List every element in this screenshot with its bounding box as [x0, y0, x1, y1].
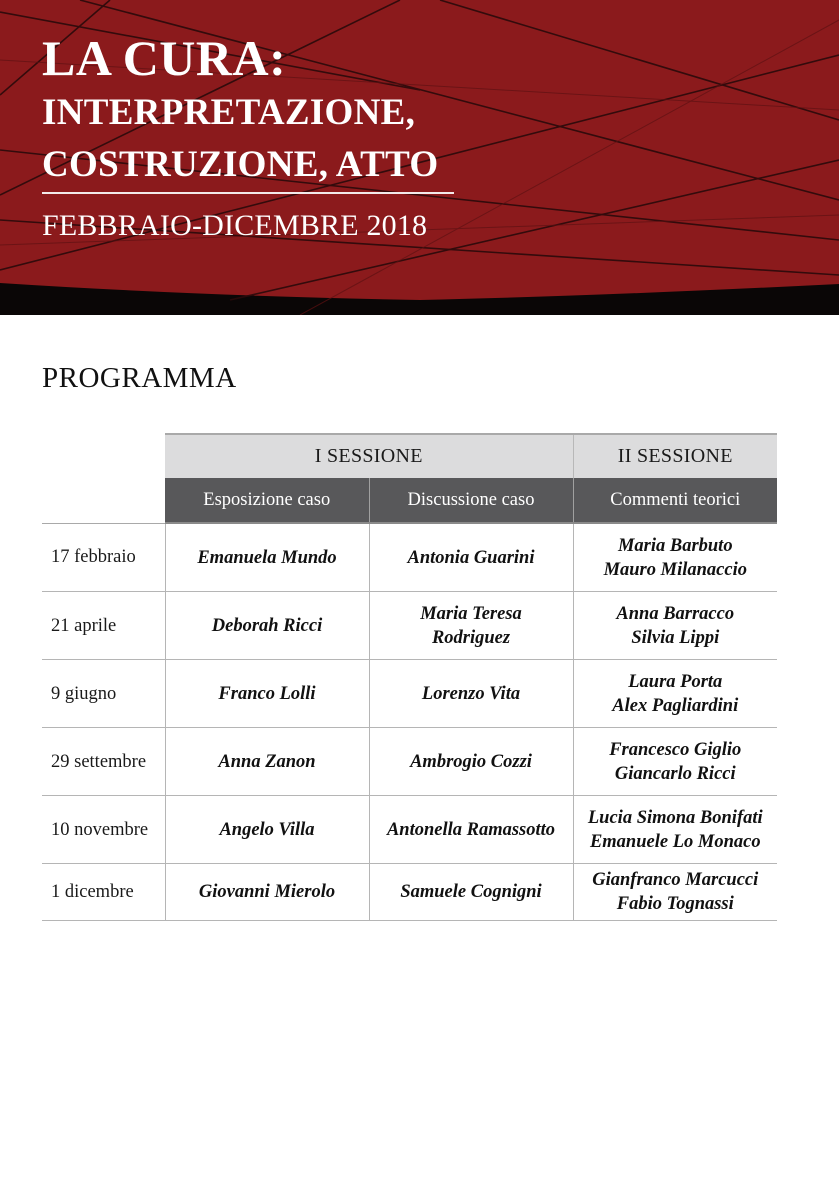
speaker-name: Ambrogio Cozzi — [410, 751, 532, 772]
speaker-name: Fabio Tognassi — [616, 894, 734, 914]
blank-corner — [42, 434, 165, 478]
commenti-cell — [573, 728, 777, 796]
speaker-name: Franco Lolli — [218, 683, 316, 704]
speaker-name: Maria Teresa — [420, 603, 522, 624]
row-date: 29 settembre — [42, 728, 165, 796]
speaker-name: Deborah Ricci — [211, 615, 323, 636]
discussione-cell — [369, 796, 573, 864]
esposizione-cell — [165, 864, 369, 921]
date-range: FEBBRAIO-DICEMBRE 2018 — [42, 209, 428, 242]
table-row — [42, 592, 777, 660]
speaker-name: Mauro Milanaccio — [603, 559, 747, 580]
commenti-cell — [573, 660, 777, 728]
speaker-name: Anna Barracco — [616, 603, 735, 624]
session-header-row — [42, 434, 777, 478]
esposizione-cell — [165, 660, 369, 728]
program-table — [42, 433, 777, 921]
discussione-cell — [369, 523, 573, 592]
discussione-cell — [369, 728, 573, 796]
speaker-name: Gianfranco Marcucci — [592, 870, 759, 890]
table-row — [42, 660, 777, 728]
speaker-name: Maria Barbuto — [617, 535, 733, 556]
session-1-header: I SESSIONE — [165, 434, 573, 478]
speaker-name: Giovanni Mierolo — [198, 882, 336, 902]
title-line-2: INTERPRETAZIONE, — [42, 92, 416, 133]
speaker-name: Giancarlo Ricci — [614, 763, 736, 784]
speaker-name: Samuele Cognigni — [400, 882, 542, 902]
column-header-commenti: Commenti teorici — [573, 478, 777, 523]
speaker-name: Laura Porta — [628, 671, 723, 692]
discussione-cell — [369, 592, 573, 660]
speaker-name: Emanuela Mundo — [197, 547, 337, 568]
row-date: 9 giugno — [42, 660, 165, 728]
esposizione-cell — [165, 523, 369, 592]
speaker-name: Lorenzo Vita — [421, 683, 521, 704]
row-date: 10 novembre — [42, 796, 165, 864]
discussione-cell — [369, 660, 573, 728]
speaker-name: Rodriguez — [431, 627, 511, 648]
speaker-name: Anna Zanon — [218, 751, 316, 772]
esposizione-cell — [165, 592, 369, 660]
title-line-1: LA CURA: — [42, 30, 287, 86]
speaker-name: Lucia Simona Bonifati — [587, 807, 763, 828]
row-date: 1 dicembre — [42, 864, 165, 921]
column-header-discussione: Discussione caso — [369, 478, 573, 523]
table-row — [42, 796, 777, 864]
speaker-name: Angelo Villa — [219, 819, 315, 840]
row-date: 21 aprile — [42, 592, 165, 660]
column-header-esposizione: Esposizione caso — [165, 478, 369, 523]
commenti-cell — [573, 864, 777, 921]
title-underline — [42, 192, 454, 194]
table-row — [42, 728, 777, 796]
speaker-name: Francesco Giglio — [609, 739, 742, 760]
esposizione-cell — [165, 796, 369, 864]
discussione-cell — [369, 864, 573, 921]
commenti-cell — [573, 592, 777, 660]
commenti-cell — [573, 523, 777, 592]
section-heading: PROGRAMMA — [42, 362, 237, 394]
table-row — [42, 523, 777, 592]
header-banner — [0, 0, 839, 315]
row-date: 17 febbraio — [42, 523, 165, 592]
speaker-name: Antonia Guarini — [407, 547, 535, 568]
title-line-3: COSTRUZIONE, ATTO — [42, 144, 439, 185]
blank-corner — [42, 478, 165, 523]
speaker-name: Alex Pagliardini — [612, 695, 739, 716]
speaker-name: Silvia Lippi — [631, 627, 720, 648]
commenti-cell — [573, 796, 777, 864]
table-row — [42, 864, 777, 921]
esposizione-cell — [165, 728, 369, 796]
column-header-row — [42, 478, 777, 523]
speaker-name: Emanuele Lo Monaco — [589, 831, 761, 852]
session-2-header: II SESSIONE — [573, 434, 777, 478]
speaker-name: Antonella Ramassotto — [386, 819, 556, 840]
